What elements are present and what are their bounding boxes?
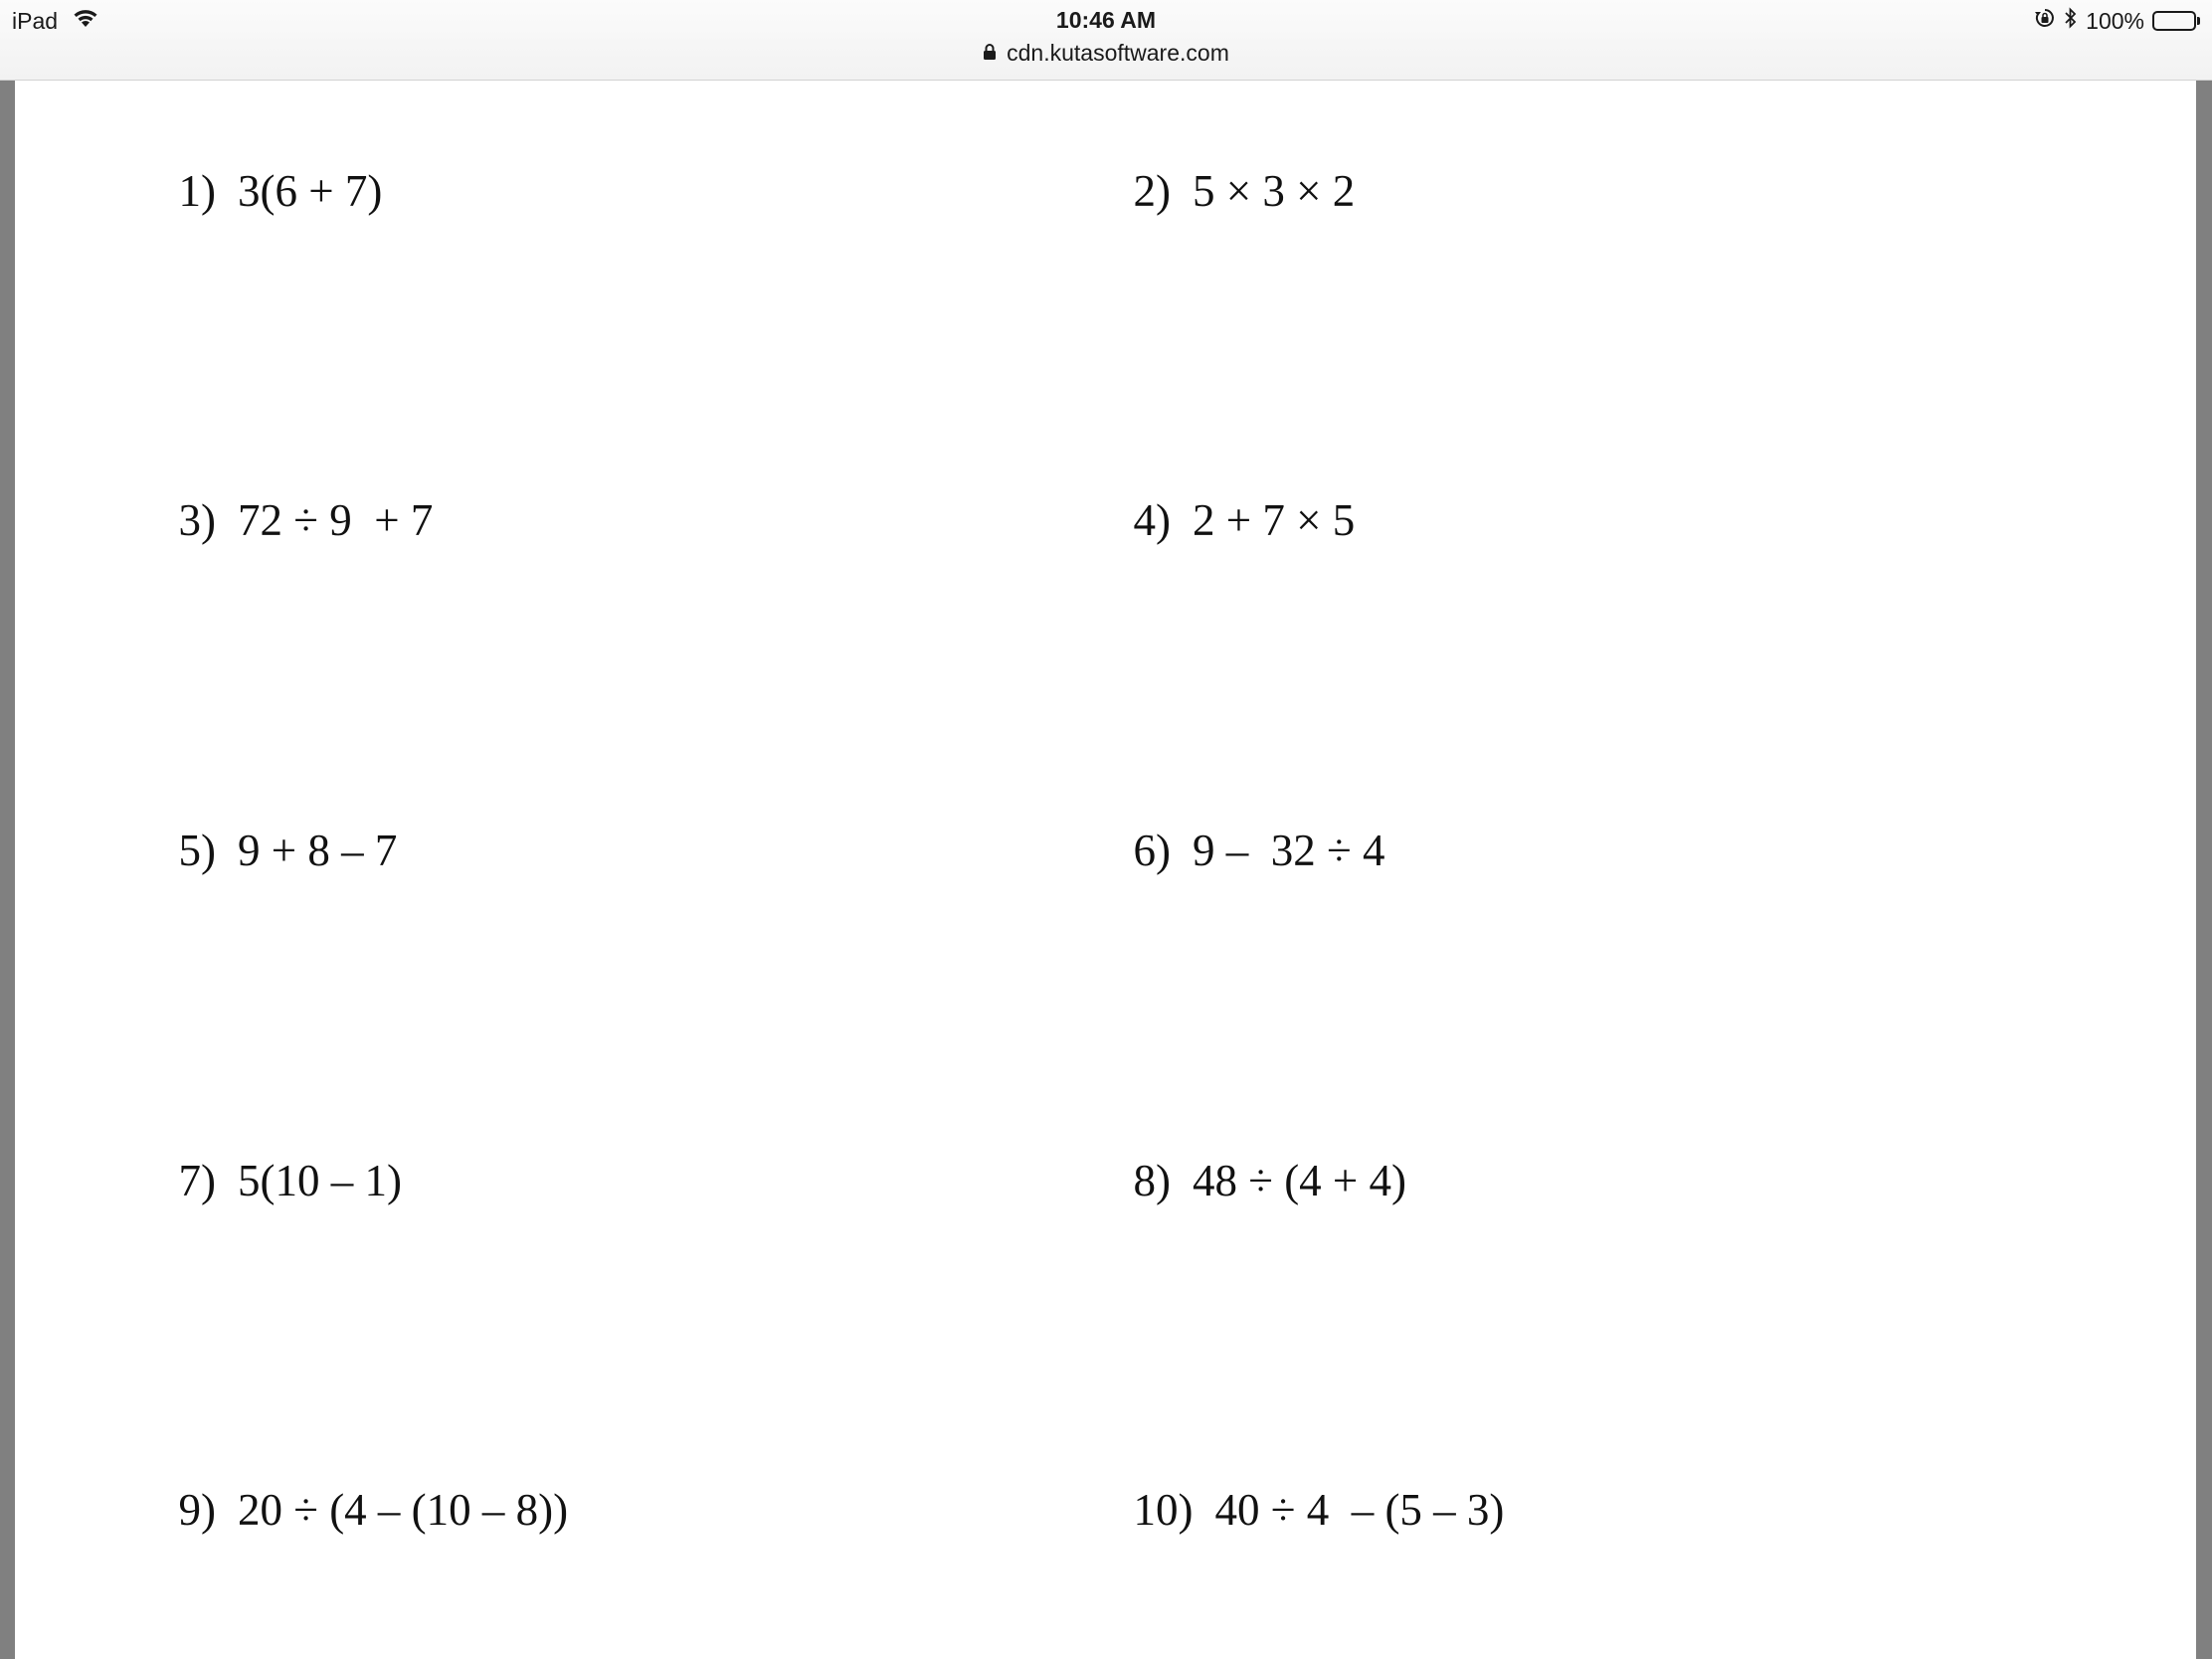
problem-number: 6) [1133, 826, 1171, 875]
problem-8 [1111, 1106, 1406, 1205]
status-right [2034, 6, 2200, 36]
problem-3 [156, 446, 433, 545]
problem-2 [1111, 116, 1355, 216]
status-time: 10:46 AM [1055, 7, 1157, 33]
problem-4 [1111, 446, 1355, 545]
problem-expression: 40 ÷ 4 – (5 – 3) [1214, 1485, 1505, 1535]
bluetooth-icon [2064, 7, 2078, 35]
problem-number: 1) [178, 166, 216, 216]
problem-number: 4) [1133, 495, 1171, 545]
problem-10 [1111, 1435, 1504, 1535]
orientation-lock-icon [2034, 7, 2056, 35]
problem-number: 3) [178, 495, 216, 545]
problem-expression: 20 ÷ (4 – (10 – 8)) [238, 1485, 569, 1535]
problem-expression: 5 × 3 × 2 [1193, 166, 1356, 216]
problem-6 [1111, 776, 1384, 875]
problem-number: 8) [1133, 1156, 1171, 1205]
problem-expression: 72 ÷ 9 + 7 [238, 495, 434, 545]
problem-expression: 9 + 8 – 7 [238, 826, 398, 875]
problem-expression: 2 + 7 × 5 [1193, 495, 1356, 545]
problem-number: 10) [1133, 1485, 1194, 1535]
battery-icon [2152, 11, 2200, 31]
device-name: iPad [12, 7, 59, 34]
problem-7 [156, 1106, 402, 1205]
problem-expression: 9 – 32 ÷ 4 [1193, 826, 1385, 875]
problem-expression: 48 ÷ (4 + 4) [1193, 1156, 1407, 1205]
url-text[interactable]: cdn.kutasoftware.com [1007, 40, 1229, 66]
problem-number: 5) [178, 826, 216, 875]
problem-1 [156, 116, 382, 216]
problem-expression: 5(10 – 1) [238, 1156, 402, 1205]
problem-number: 2) [1133, 166, 1171, 216]
problem-expression: 3(6 + 7) [238, 166, 383, 216]
battery-percent: 100% [2086, 7, 2144, 34]
address-bar[interactable] [0, 38, 2212, 68]
problem-5 [156, 776, 397, 875]
problem-9 [156, 1435, 568, 1535]
status-bar [0, 0, 2212, 81]
problem-number: 7) [178, 1156, 216, 1205]
problem-number: 9) [178, 1485, 216, 1535]
lock-icon [983, 38, 997, 68]
